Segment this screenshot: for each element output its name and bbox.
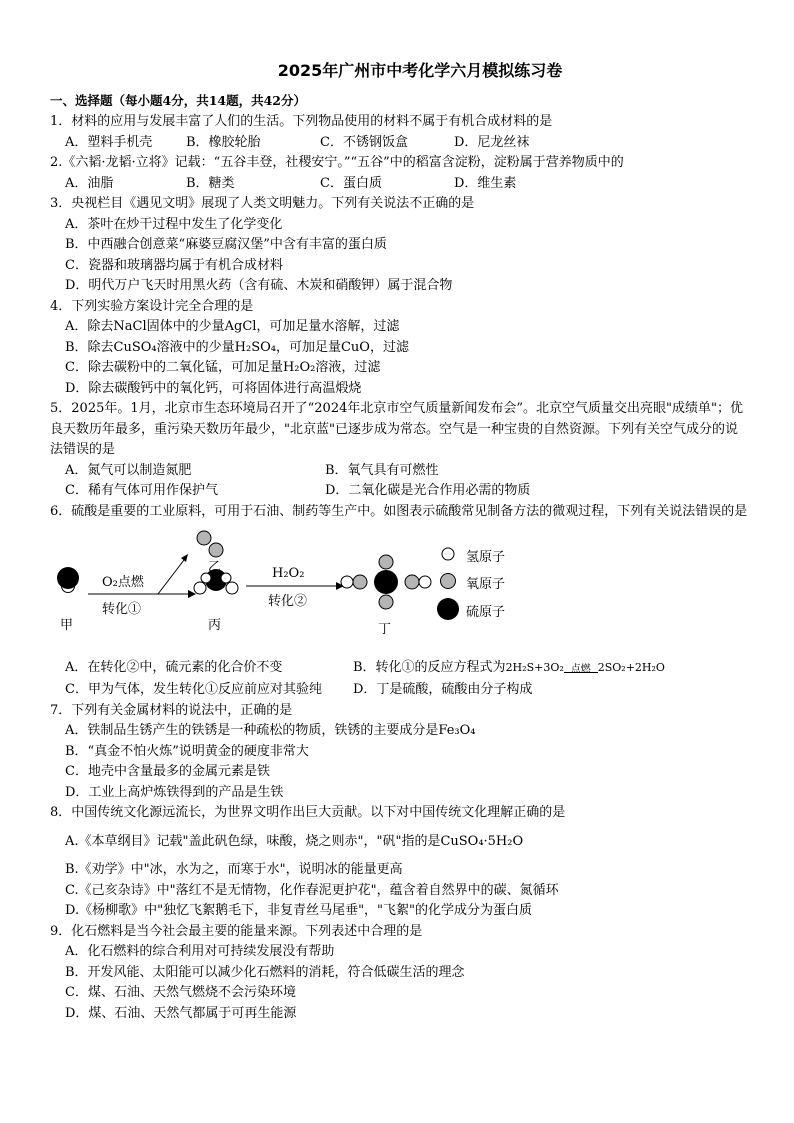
question-4-stem: 4．下列实验方案设计完全合理的是 xyxy=(50,298,254,314)
option-b: B．除去CuSO₄溶液中的少量H₂SO₄，可加足量CuO，过滤 xyxy=(65,339,409,355)
option-b: B.《劝学》中"冰，水为之，而寒于水"，说明冰的能量更高 xyxy=(65,862,403,877)
equation-reactants: 2H₂S+3O₂ xyxy=(505,661,564,674)
equation-condition xyxy=(564,664,598,680)
option-c: C．除去碳粉中的二氧化锰，可加足量H₂O₂溶液，过滤 xyxy=(65,360,381,375)
option-b-prefix: B．转化①的反应方程式为 xyxy=(353,660,506,675)
option-d: D．煤、石油、天然气都属于可再生能源 xyxy=(65,1005,297,1021)
option-d: D.《杨柳歌》中"独忆飞絮鹅毛下，非复青丝马尾垂"，"飞絮"的化学成分为蛋白质 xyxy=(65,903,533,918)
option-d: D．丁是硫酸，硫酸由分子构成 xyxy=(353,682,533,697)
option-b: B．糖类 xyxy=(186,175,235,191)
legend-oxygen-swatch xyxy=(441,574,456,589)
option-b xyxy=(353,656,665,680)
option-a: A．铁制品生锈产生的铁锈是一种疏松的物质，铁锈的主要成分是Fe₃O₄ xyxy=(65,723,476,738)
option-a: A．茶叶在炒干过程中发生了化学变化 xyxy=(65,216,283,232)
option-a: A.《本草纲目》记载"盖此矾色绿，味酸，烧之则赤"，"矾"指的是CuSO₄·5H₂O xyxy=(65,833,524,849)
legend-oxygen-label: 氧原子 xyxy=(466,577,506,592)
question-1-stem: 1．材料的应用与发展丰富了人们的生活。下列物品使用的材料不属于有机合成材料的是 xyxy=(50,114,553,129)
legend-sulfur-label: 硫原子 xyxy=(466,605,506,620)
option-c: C.《己亥杂诗》中"落红不是无情物，化作春泥更护花"，蕴含着自然界中的碳、氮循环 xyxy=(65,882,559,898)
option-b: B．橡胶轮胎 xyxy=(186,134,261,150)
page-title: 2025年广州市中考化学六月模拟练习卷 xyxy=(277,61,563,80)
molecule-ding xyxy=(341,555,431,609)
option-a: A．氮气可以制造氮肥 xyxy=(65,462,192,478)
label-bing: 丙 xyxy=(208,618,222,633)
question-6-options-row1 xyxy=(50,656,750,680)
question-1-options xyxy=(50,133,750,154)
exam-page xyxy=(50,58,750,1024)
legend-sulfur-swatch xyxy=(437,598,459,620)
question-2-stem: 2.《六韬·龙韬·立将》记载：“五谷丰登，社稷安宁。”“五谷”中的稻富含淀粉，淀粉属于营养物质中的 xyxy=(50,155,624,170)
label-ding: 丁 xyxy=(378,622,392,637)
equation-condition-text: 点燃 xyxy=(570,664,591,675)
molecule-jia xyxy=(57,567,79,593)
reaction-svg xyxy=(50,526,750,654)
option-d: D．明代万户飞天时用黑火药（含有硫、木炭和硝酸钾）属于混合物 xyxy=(65,278,453,293)
legend-hydrogen-swatch xyxy=(442,548,454,560)
option-b: B．氧气具有可燃性 xyxy=(325,462,439,478)
label-jia: 甲 xyxy=(60,618,74,633)
option-a: A．油脂 xyxy=(65,175,114,191)
option-d: D．二氧化碳是光合作用必需的物质 xyxy=(325,483,531,498)
question-3-stem: 3．央视栏目《遇见文明》展现了人类文明魅力。下列有关说法不正确的是 xyxy=(50,196,475,211)
question-7-stem: 7．下列有关金属材料的说法中，正确的是 xyxy=(50,702,293,718)
question-5-options-row1 xyxy=(50,461,750,482)
arrow-1-bottom-label: 转化① xyxy=(102,602,142,617)
option-d: D．除去碳酸钙中的氧化钙，可将固体进行高温煅烧 xyxy=(65,380,362,396)
option-c: C．瓷器和玻璃器均属于有机合成材料 xyxy=(65,257,283,273)
legend-hydrogen-label: 氢原子 xyxy=(466,550,506,565)
option-b: B．开发风能、太阳能可以减少化石燃料的消耗，符合低碳生活的理念 xyxy=(65,964,465,980)
label-yi: 乙 xyxy=(208,560,222,575)
option-b: B．中西融合创意菜“麻婆豆腐汉堡”中含有丰富的蛋白质 xyxy=(65,237,387,252)
option-a: A．在转化②中，硫元素的化合价不变 xyxy=(65,660,283,675)
option-c: C．地壳中含量最多的金属元素是铁 xyxy=(65,764,270,779)
option-a: A．塑料手机壳 xyxy=(65,134,153,150)
option-c: C．煤、石油、天然气燃烧不会污染环境 xyxy=(65,985,296,1000)
option-c: C．甲为气体，发生转化①反应前应对其验纯 xyxy=(65,682,322,697)
arrow-2-top-label: H₂O₂ xyxy=(272,566,305,581)
question-8-stem: 8．中国传统文化源远流长，为世界文明作出巨大贡献。以下对中国传统文化理解正确的是 xyxy=(50,805,566,820)
arrow-2-bottom-label: 转化② xyxy=(268,594,308,609)
question-6-options-row2 xyxy=(50,680,750,701)
legend xyxy=(437,548,459,620)
arrow-branch xyxy=(158,560,184,594)
section-heading: 一、选择题（每小题4分，共14题，共42分） xyxy=(50,93,306,108)
arrow-1-top-label: O₂点燃 xyxy=(102,575,144,590)
option-c: C．稀有气体可用作保护气 xyxy=(65,483,218,498)
option-c: C．蛋白质 xyxy=(320,175,382,191)
equation-products: 2SO₂+2H₂O xyxy=(597,661,665,674)
question-6-stem: 6．硫酸是重要的工业原料，可用于石油、制药等生产中。如图表示硫酸常见制备方法的微观过程，下列有关说法错误的是 xyxy=(50,503,748,519)
option-d: D．工业上高炉炼铁得到的产品是生铁 xyxy=(65,784,284,800)
option-d: D．尼龙丝袜 xyxy=(454,134,530,150)
question-2-options xyxy=(50,174,750,195)
molecule-yi xyxy=(197,531,223,557)
option-d: D．维生素 xyxy=(454,175,517,191)
option-b: B．“真金不怕火炼”说明黄金的硬度非常大 xyxy=(65,743,309,759)
reaction-diagram xyxy=(50,526,750,654)
option-a: A．除去NaCl固体中的少量AgCl，可加足量水溶解，过滤 xyxy=(65,319,400,334)
option-c: C．不锈钢饭盒 xyxy=(320,134,408,150)
option-a: A．化石燃料的综合利用对可持续发展没有帮助 xyxy=(65,944,335,959)
question-9-stem: 9．化石燃料是当今社会最主要的能量来源。下列表述中合理的是 xyxy=(50,923,423,939)
question-5-options-row2 xyxy=(50,481,750,502)
question-5-stem: 5．2025年。1月，北京市生态环境局召开了“2024年北京市空气质量新闻发布会”。北京空气质量交出亮眼"成绩单"；优良天数历年最多，重污染天数历年最少，"北京蓝"已逐步成为常态。空气是一种宝贵的自然资源。下列有关空气成分的说法错误的是 xyxy=(50,401,743,457)
